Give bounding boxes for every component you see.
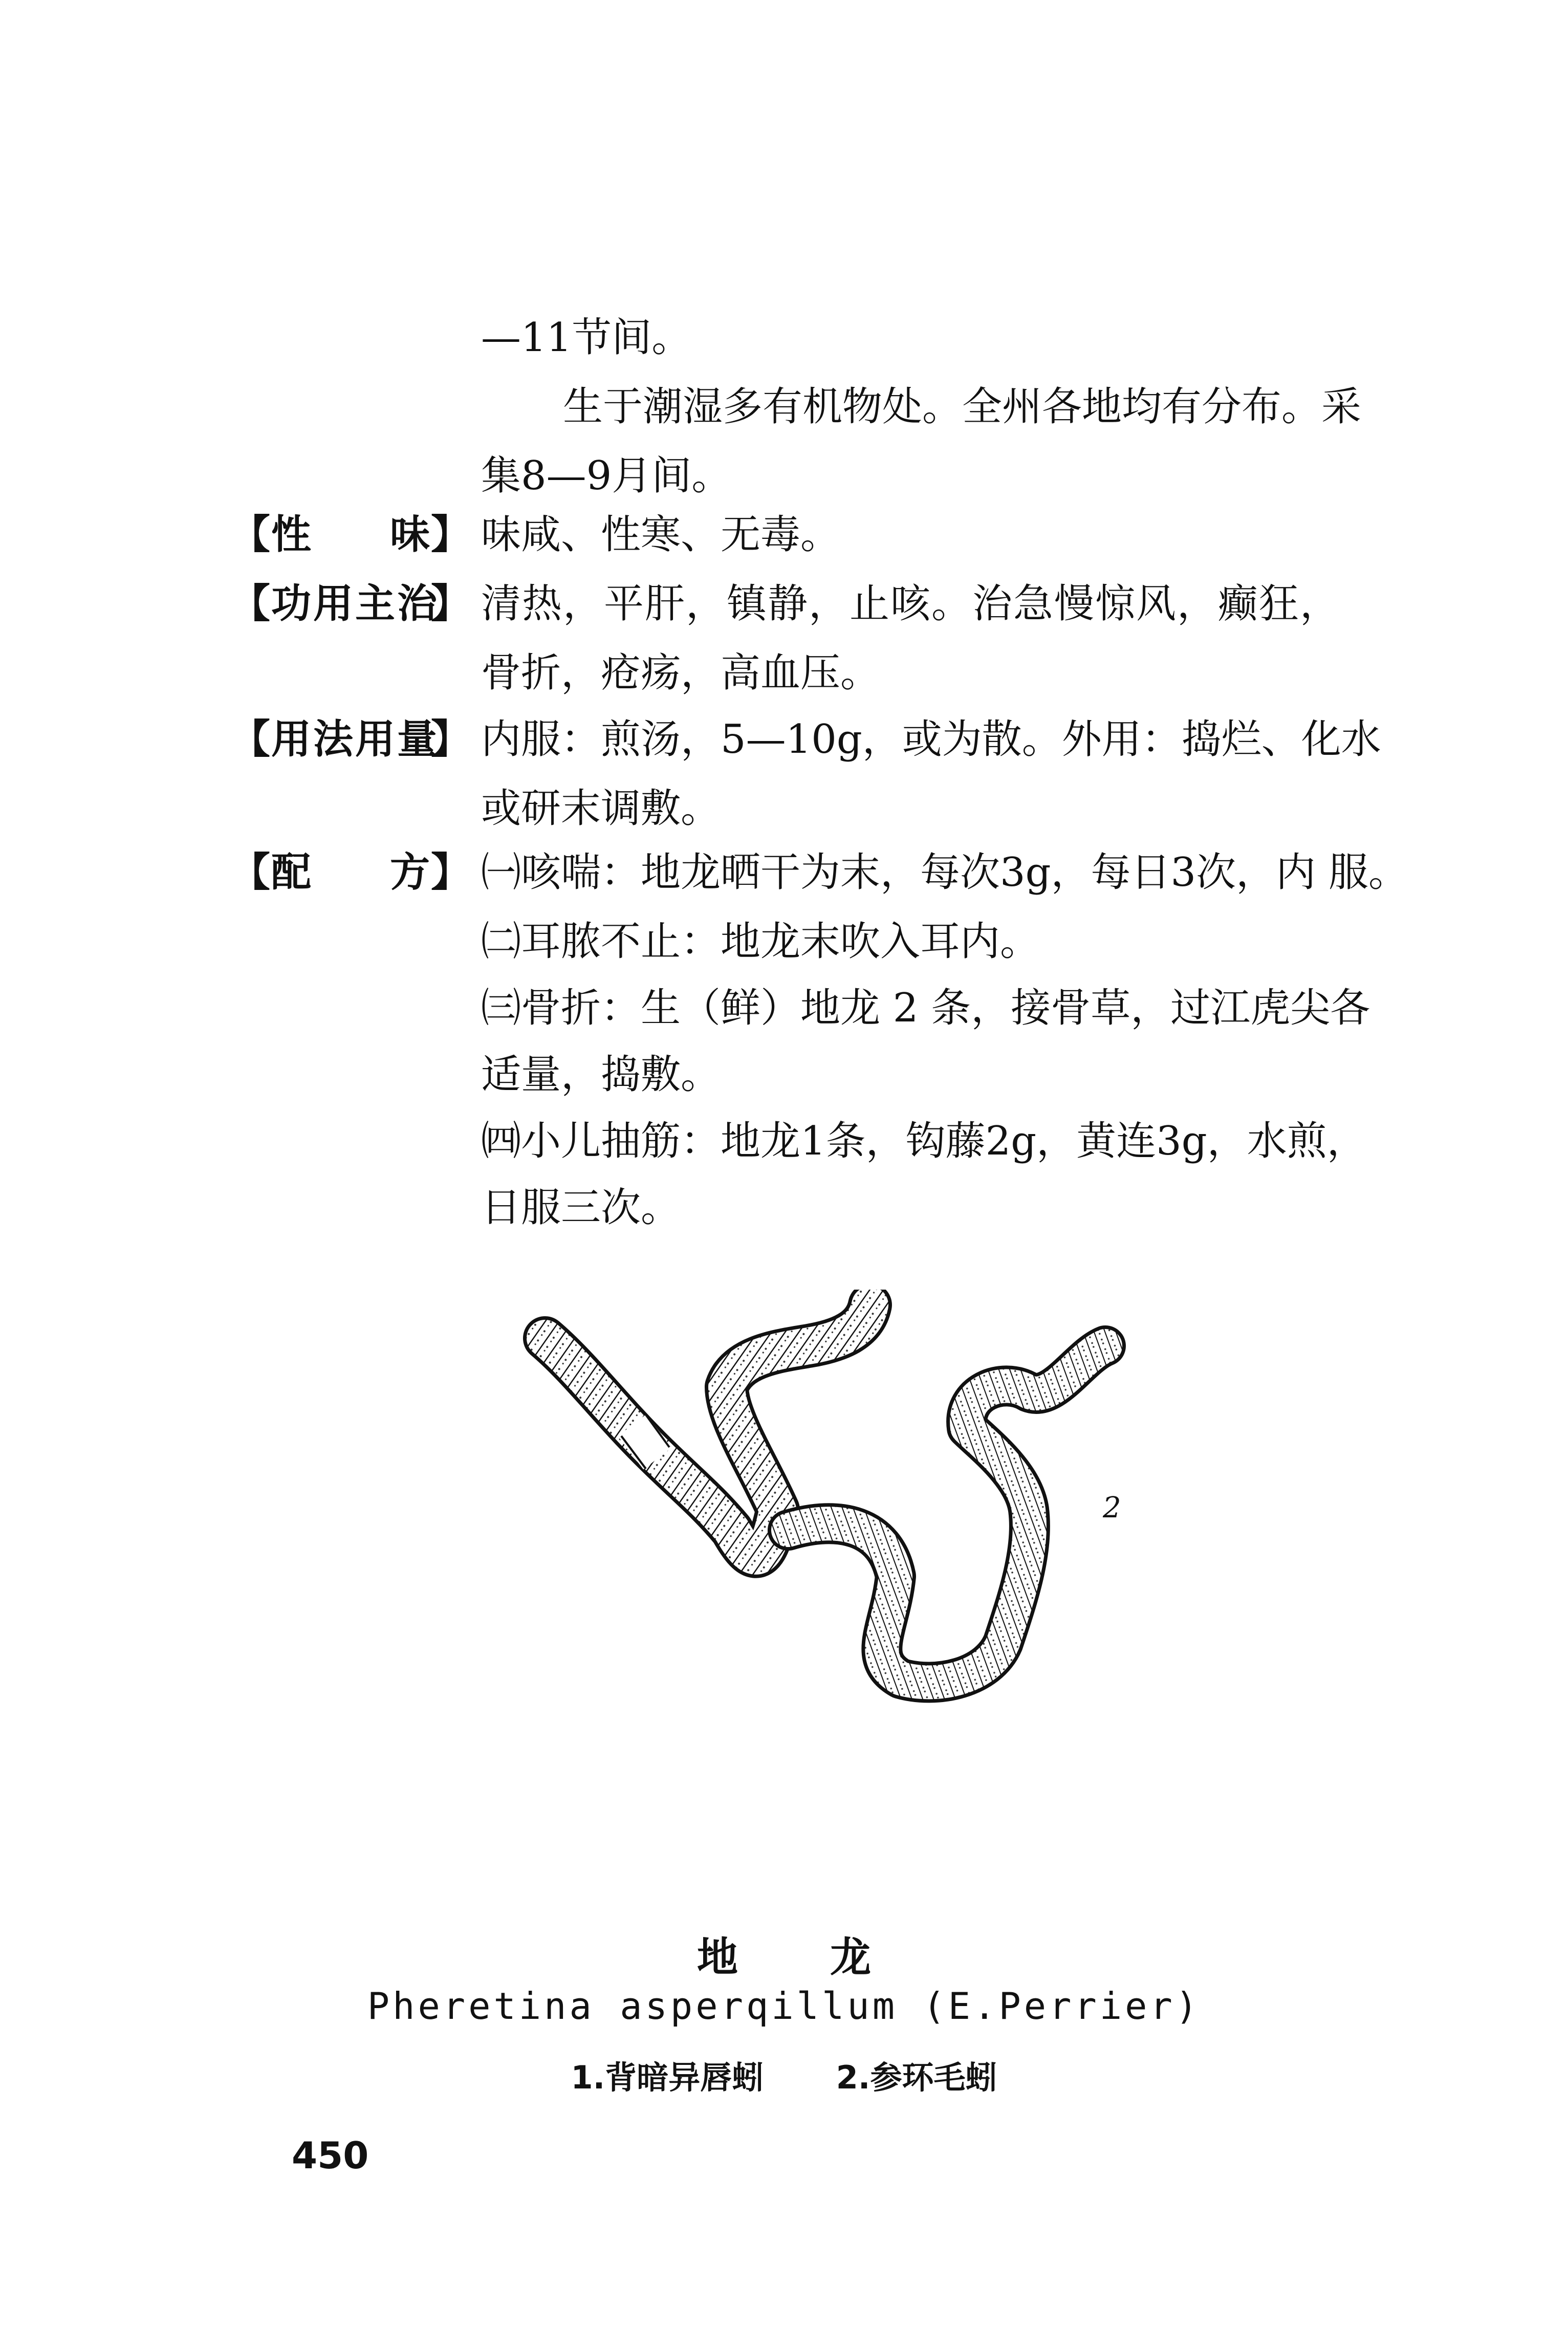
formula-line-2: ㈡耳脓不止：地龙末吹入耳内。 — [481, 919, 1040, 965]
label-bracket-open: 【 — [230, 850, 271, 896]
label-bracket-close: 】 — [430, 581, 471, 627]
label-char: 性 — [271, 512, 312, 558]
figure-title: 地龙 — [697, 1933, 963, 1981]
formula-line-4: 适量，捣敷。 — [481, 1052, 721, 1098]
usage-line-2: 或研末调敷。 — [481, 786, 721, 832]
earthworm-illustration — [512, 1290, 1177, 1801]
label-char: 味 — [389, 512, 430, 558]
label-bracket-open: 【 — [230, 581, 271, 627]
figure-latin-name: Pheretina asperqillum (E.Perrier) — [367, 1985, 1201, 2028]
figure-legend — [0, 2052, 1568, 2098]
function-line-1: 清热，平肝，镇静，止咳。治急慢惊风，癫狂， — [481, 581, 1341, 627]
continuation-line: —11节间。 — [481, 315, 692, 361]
label-bracket-close: 】 — [430, 512, 471, 558]
habitat-line-2: 集8—9月间。 — [481, 453, 732, 499]
habitat-line-1: 生于潮湿多有机物处。全州各地均有分布。采 — [563, 384, 1362, 430]
taste-text: 味咸、性寒、无毒。 — [481, 512, 841, 558]
function-line-2: 骨折，疮疡，高血压。 — [481, 650, 881, 696]
page-number: 450 — [292, 2134, 369, 2177]
formula-line-3: ㈢骨折：生（鲜）地龙 2 条，接骨草，过江虎尖各 — [481, 985, 1370, 1031]
usage-line-1: 内服：煎汤，5—10g，或为散。外用：捣烂、化水 — [481, 716, 1381, 763]
figure-legend-item: 1.背暗异唇蚓 — [571, 2059, 764, 2096]
formula-line-6: 日服三次。 — [481, 1185, 681, 1231]
figure-legend-item: 2.参环毛蚓 — [836, 2059, 997, 2096]
label-bracket-open: 【 — [230, 512, 271, 558]
label-text — [271, 847, 430, 898]
formula-line-1: ㈠咳喘：地龙晒干为末，每次3g，每日3次，内 服。 — [481, 850, 1408, 896]
earthworm-figure-2 — [788, 1346, 1105, 1682]
label-char: 配 — [271, 850, 312, 896]
label-text: 用法用量 — [271, 716, 440, 763]
figure-label-2: 2 — [1103, 1491, 1121, 1525]
label-bracket-close: 】 — [430, 716, 471, 763]
formula-line-5: ㈣小儿抽筋：地龙1条，钩藤2g，黄连3g，水煎， — [481, 1118, 1367, 1164]
label-bracket-close: 】 — [430, 850, 471, 896]
label-bracket-open: 【 — [230, 716, 271, 763]
label-char: 方 — [389, 850, 430, 896]
label-text — [271, 509, 430, 560]
label-text: 功用主治 — [271, 581, 440, 627]
